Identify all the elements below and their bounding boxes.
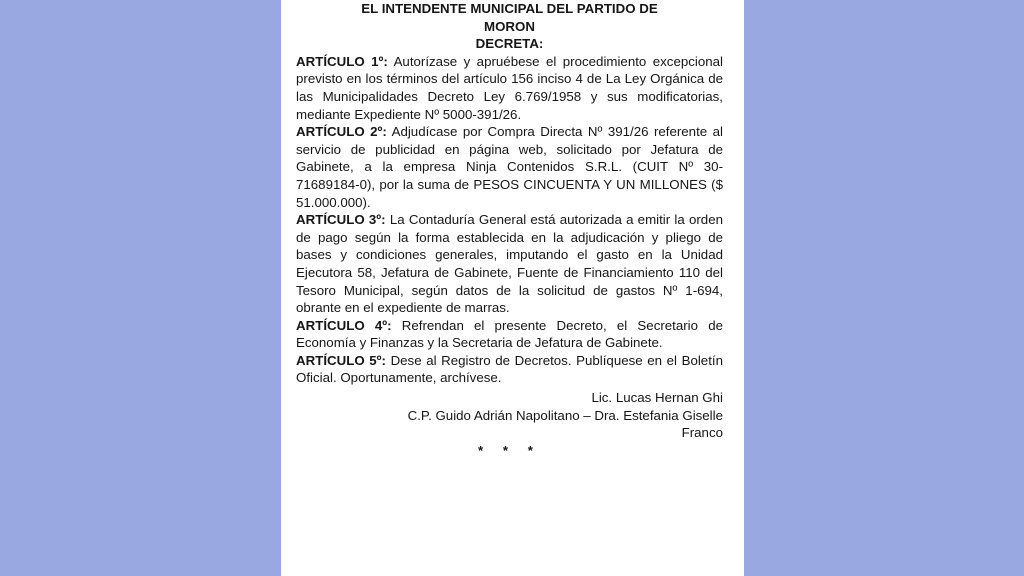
article-3: [296, 211, 723, 317]
article-2-label: ARTÍCULO 2º:: [296, 124, 387, 140]
article-4-label: ARTÍCULO 4º:: [296, 317, 392, 333]
document-page: [281, 0, 744, 576]
signature-line-3: Franco: [681, 425, 723, 441]
decree-text: [296, 0, 723, 459]
separator-stars: * * *: [478, 442, 541, 458]
article-2: [296, 123, 723, 211]
header-line-3: DECRETA:: [475, 36, 544, 52]
article-1-text: Autorízase y apruébese el procedimiento excepcional previsto en los términos del artículo 156 inciso 4 de La Ley Orgánica de las Municipalidades Decreto Ley 6.769/1958 y sus modificatorias, mediante Expediente Nº 5000-391/26.: [296, 53, 723, 122]
article-5-label: ARTÍCULO 5º:: [296, 352, 386, 368]
header-line-2: MORON: [484, 18, 535, 34]
article-1-label: ARTÍCULO 1º:: [296, 53, 388, 69]
article-3-text: La Contaduría General está autorizada a emitir la orden de pago según la forma establecida en la adjudicación y pliego de bases y condiciones generales, imputando el gasto en la Unidad Ejecutora 58, Jefatura de Gabinete, Fuente de Financiamiento 110 del Tesoro Municipal, según datos de la solicitud de gastos Nº 1-694, obrante en el expediente de marras.: [296, 212, 723, 316]
article-5: [296, 352, 723, 387]
article-5-text: Dese al Registro de Decretos. Publíquese en el Boletín Oficial. Oportunamente, archívese.: [296, 352, 723, 386]
article-4: [296, 317, 723, 352]
article-2-text: Adjudícase por Compra Directa Nº 391/26 referente al servicio de publicidad en página web, solicitado por Jefatura de Gabinete, a la empresa Ninja Contenidos S.R.L. (CUIT Nº 30-71689184-0), por la suma de PESOS CINCUENTA Y UN MILLONES ($ 51.000.000).: [296, 124, 723, 210]
signature-line-1: Lic. Lucas Hernan Ghi: [591, 390, 723, 406]
header-line-1: EL INTENDENTE MUNICIPAL DEL PARTIDO DE: [361, 1, 658, 16]
signature-line-2: C.P. Guido Adrián Napolitano – Dra. Estefania Giselle: [407, 407, 723, 423]
article-4-text: Refrendan el presente Decreto, el Secretario de Economía y Finanzas y la Secretaria de Jefatura de Gabinete.: [296, 317, 723, 351]
article-1: [296, 53, 723, 123]
article-3-label: ARTÍCULO 3º:: [296, 212, 386, 228]
